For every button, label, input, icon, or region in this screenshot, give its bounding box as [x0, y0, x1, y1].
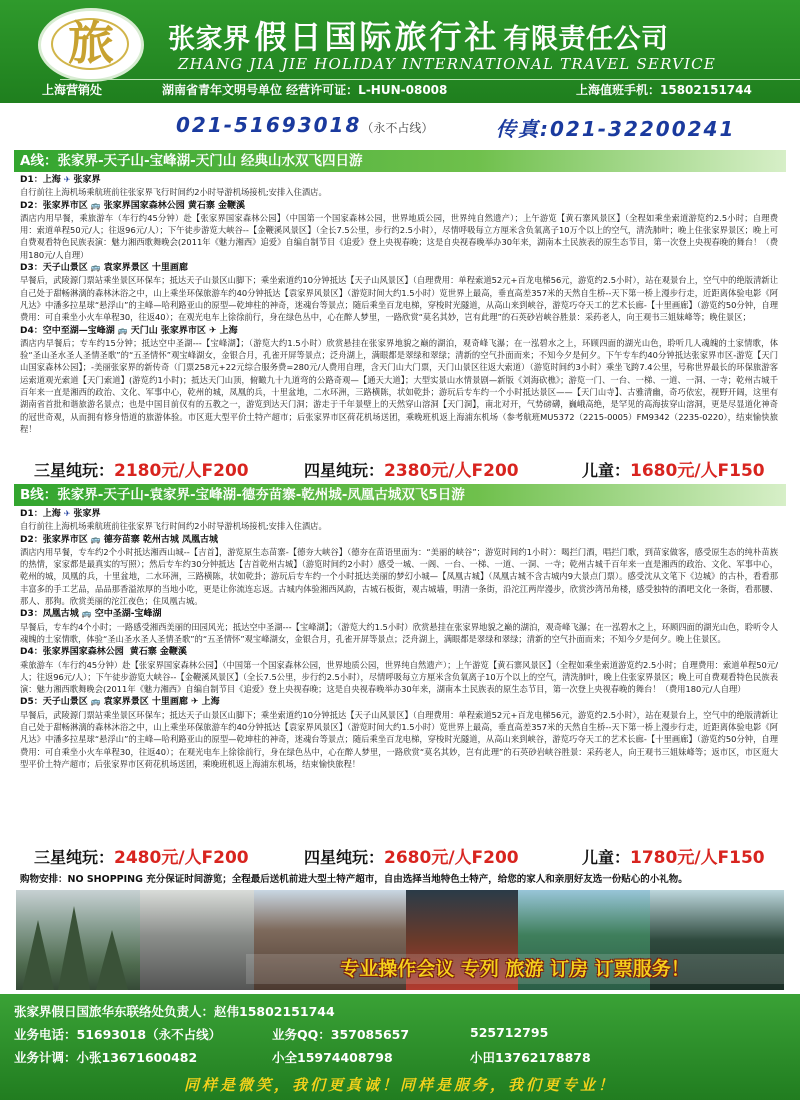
footer [0, 994, 800, 1100]
office-label: 上海营销处 [42, 83, 103, 97]
day-name: D3：凤凰古城 [20, 609, 79, 620]
duty-phone: 上海值班手机：15802151744 [576, 83, 752, 97]
company-name-suffix: 有限责任公司 [503, 24, 669, 55]
price-3star [34, 456, 249, 481]
price-value: 1780元/人F150 [630, 848, 765, 868]
company-name [168, 12, 793, 58]
company-name-main: 假日国际旅行社 [254, 18, 500, 56]
price-label: 三星纯玩： [34, 848, 115, 867]
day-dest: 张家界国家森林公园 黄石寨 金鞭溪 [103, 200, 245, 211]
day-desc: 自行前往上海机场乘航班前往张家界飞行时间约2小时导游机场接机;安排入住酒店。 [20, 521, 327, 532]
day-dest: 袁家界景区 十里画廊 ✈ 上海 [103, 697, 220, 708]
footer-qq1: 业务QQ：357085657 [272, 1027, 410, 1042]
header [0, 0, 800, 103]
footer-contact: 张家界假日国旅华东联络处负责人：赵伟15802151744 [14, 1004, 335, 1019]
route-a-title: A线：张家界-天子山-宝峰湖-天门山 经典山水双飞四日游 [14, 150, 786, 172]
footer-tel: 业务电话：51693018（永不占线） [14, 1027, 222, 1042]
peak-shape [22, 920, 54, 990]
footer-plan1: 业务计调：小张13671600482 [14, 1050, 198, 1065]
price-label: 四星纯玩： [304, 461, 385, 480]
fax-label: 传真: [496, 117, 550, 141]
footer-plan2: 小全15974408798 [272, 1050, 393, 1065]
logo [38, 8, 144, 82]
day-desc: 早餐后，武陵源门票站乘坐景区环保车；抵达天子山景区山脚下；乘坐索道约10分钟抵达【天子山风景区】（自理费用：单程索道52元+百龙电梯56元，游览约2.5小时），站在观景台上，空气中的绝版清新让自己处于甜畅淋漓的森林沐浴之中，山上乘坐环保旅游车约40分钟抵达【袁家界风景区】（游览时间大约1.5小时）览世界上最高，垂直高差357米的天然自生桥--天下第一桥上漫步行走，近距离体验电影《阿凡达》中潘多拉星球“悬浮山”的主峰—哈利路亚山的原型—乾坤柱的神奇，迷魂台等景点；随后乘坐百龙电梯，穿梭时光隧道，从高山来到峡谷，游览巧夺天工的艺术长廊-【十里画廊】（游览约50分钟，自理费用：可自乘坐小火车单程30，往返40）；在观光电车上徐徐前行，身在绿色丛中，心在醉人梦里，一路欣赏“莫名其妙，岂有此理”的石英砂岩峡谷胜景：采药老人，向王观书三姐妹峰等；返市区，市区逛大型平价土特产超市；后张家界市区荷花机场送团，乘晚班机返上海浦东机场，结束愉快旅程！ [20, 709, 778, 769]
price-value: 2380元/人F200 [384, 461, 519, 481]
day-name: D1：上海 [20, 175, 61, 185]
license-info: 湖南省青年文明号单位 经营许可证：L-HUN-08008 [162, 83, 448, 97]
price-child [582, 456, 765, 481]
price-child [582, 843, 765, 868]
day-name: D4：张家界国家森林公园 [20, 647, 124, 658]
day-dest: 空中圣湖-宝峰湖 [94, 609, 162, 620]
day-desc: 酒店内用早餐，专车约2个小时抵达湘西山城--【吉首】，游览原生态苗寨-【德夯大峡谷】（德夯在苗语里面为：“美丽的峡谷”；游览时间约1小时）：喝拦门酒，唱拦门歌，到苗家做客，感受原生态的纯朴苗族的热情，家家都是最真实的写照）；然后专车约30分钟抵达【吉首乾州古城】（游览时间约2小时）感受一城、一阁、一台、一梯、一道、一洞、一寺；乾州古城千百年来一直是湘西的政治、文化、军事中心，乾州的城，凤凰的兵，十里盆地，二水环洲，三路横陈，状如乾卦；游玩后专车约一个小时抵达美丽的梦幻小城—【凤凰古城】（凤凰古城不含古城内9大景点门票）。感受沈从文笔下《边城》的古朴，看看那丰富多的手工艺品，品品那香溢浓厚的当地小吃，更是让你流连忘返。古城内体验湘西风韵，古城石板街，观古城墙，明清一条街，沿沱江两岸漫步，欣赏沙湾吊角楼，感受独特的酒吧文化一条街，看那腰、那人、那狗。欣赏美丽的沱江夜色；住凤凰古城。 [20, 546, 778, 607]
photo-old-town [140, 890, 254, 990]
price-value: 1680元/人F150 [630, 461, 765, 481]
day-name: D2：张家界市区 [20, 534, 88, 545]
tel-value: 021-51693018 [176, 113, 362, 137]
day-label [20, 200, 778, 212]
route-a-itinerary [20, 173, 778, 435]
bus-icon: 🚌 [90, 200, 101, 210]
day-desc: 酒店内早餐后；专车约15分钟；抵达空中圣湖---【宝峰湖】；（游览大约1.5小时）欣赏悬挂在张家界地貌之巅的湖泊，观奇峰飞瀑；在一泓碧水之上，环顾四面的湖光山色，聆听几人魂魄的土家情歌，体验“圣山圣水圣人圣情圣歌”的“五圣情怀”观宝峰湖女，金银合月，孔雀开屏等景点；泛舟湖上，满眼都是翠绿和翠绿；清新的空气扑面而来；不知今夕是何夕。下午专车约40分钟抵达张家界市区-游览【天门山国家森林公园】；-美丽张家界的新传奇（门票258元+22元综合服务费=280元/人费用自理，含天门山大门票，天门山景区往返大索道）（游览时间约3小时）乘坐飞跨7.4公里，号称世界最长的环保旅游客运索道观光索道【天门索道】(游览约1小时)；抵达天门山顶，俯瞰九十九道弯的公路奇观—【通天大道】；大型实景山水情景剧—新版《刘海砍樵》；游览一门、一台、一梯、一道、一洞、一寺；乾州古城千百年来一直是湘西的政治、文化、军事中心，乾州的城，凤凰的兵，十里盆地，二水环洲，三路横陈，状如乾卦；游玩后专车约一个小时抵达景区——【天门山寺】、古雅清幽，奇巧依宏，视野开阔，这里有湖南省首批和谐旅游名景点；也是中国目前仅有的五教之一，游览到达天门洞；游走于千年景壁上的天然穿山溶洞【天门洞】，南北对开，气势磅礴，巍峨高绝，是罕见的高海拔穿山溶洞，更是尽显道化神奇的冠世奇观，从而拥有修身悟道的旅游体验。市区逛大型平价土特产超市；后张家界市区荷花机场送团，乘晚班机返上海浦东机场（参考航班MU5372（2215-0005）FM9342（2235-0220），结束愉快旅程！ [20, 337, 778, 434]
price-value: 2180元/人F200 [114, 461, 249, 481]
peak-shape [96, 930, 128, 990]
bus-icon: 🚌 [90, 263, 101, 273]
day-desc: 早餐后，武陵源门票站乘坐景区环保车；抵达天子山景区山脚下；乘坐索道约10分钟抵达【天子山风景区】（自理费用：单程索道52元+百龙电梯56元，游览约2.5小时），站在观景台上，空气中的绝版清新让自己处于甜畅淋漓的森林沐浴之中，山上乘坐环保旅游车约40分钟抵达【袁家界风景区】（游览时间大约1.5小时）览世界上最高，垂直高差357米的天然自生桥--天下第一桥上漫步行走，近距离体验电影《阿凡达》中潘多拉星球“悬浮山”的主峰—哈利路亚山的原型—乾坤柱的神奇，迷魂台等景点；随后乘坐百龙电梯，穿梭时光隧道，从高山来到峡谷，游览巧夺天工的艺术长廊-【十里画廊】（游览约50分钟，自理费用：可自乘坐小火车单程30，往返40）；在观光电车上徐徐前行，身在绿色丛中，心在醉人梦里，一路欣赏“莫名其妙，岂有此理”的石英砂岩峡谷胜景：采药老人，向王观书三姐妹峰等；晚住景区； [20, 275, 778, 323]
day-desc: 乘旅游车（车行约45分钟）赴【张家界国家森林公园】（中国第一个国家森林公园，世界地质公园，世界纯自然遗产）；上午游览【黄石寨风景区】（全程如乘坐索道游览约2.5小时；自理费用：索道单程50元/人；往返96元/人）；下午徒步游览大峡谷--【金鞭溪风景区】（全长7.5公里，步行约2.5小时），尽情呼吸每立方厘米含负氧离子10万个以上的空气，清洗肺叶，晚上住张家界景区；晚上可自费观看特色民族表演：魅力湘西歌舞晚会(2011年《魅力湘西》自编自制节目《追爱》登上央视春晚；这是自央视春晚举办30年来，湖南本土民族表的原生态节目，第一次登上央视春晚的舞台！（费用180元/人自理） [20, 659, 778, 695]
price-3star [34, 843, 249, 868]
peak-shape [58, 906, 90, 990]
route-a-prices [34, 456, 774, 482]
photo-strip [16, 890, 784, 990]
price-label: 儿童： [582, 461, 631, 480]
bus-icon: 🚌 [81, 609, 92, 619]
bus-icon: 🚌 [117, 325, 128, 335]
route-b-prices [34, 843, 774, 869]
day-dest: 袁家界景区 十里画廊 [103, 263, 188, 274]
price-value: 2680元/人F200 [384, 848, 519, 868]
footer-qq2: 525712795 [470, 1025, 549, 1040]
fax-value: 021-32200241 [550, 117, 736, 141]
day-dest: 德夯苗寨 乾州古城 凤凰古城 [103, 534, 218, 545]
plane-icon: ✈ [63, 175, 71, 184]
day-desc: 早餐后，专车约4个小时；一路感受湘西美丽的田园风光；抵达空中圣湖---【宝峰湖】；（游览大约1.5小时）欣赏悬挂在张家界地貌之巅的湖泊，观奇峰飞瀑；在一泓碧水之上，环顾四面的湖光山色，聆听令人魂魄的土家情歌，体验“圣山圣水圣人圣情圣歌”的“五圣情怀”观宝峰湖女，金银合月，孔雀开屏等景点；泛舟湖上，满眼都是翠绿和翠绿；清新的空气扑面而来；不知今夕是何夕。晚上住景区。 [20, 621, 778, 644]
day-name: D1：上海 [20, 509, 61, 519]
bus-icon: 🚌 [90, 534, 101, 544]
price-label: 儿童： [582, 848, 631, 867]
tel-note: （永不占线） [361, 121, 434, 135]
shopping-note: 购物安排：NO SHOPPING 充分保证时间游览；全程最后送机前进大型土特产超市，自由选择当地特色土特产，给您的家人和亲朋好友选一份贴心的小礼物。 [20, 874, 688, 885]
day-label [20, 325, 778, 337]
day-name: D3：天子山景区 [20, 263, 88, 274]
service-slogan: 专业操作会议 专列 旅游 订房 订票服务！ [246, 954, 784, 984]
logo-glyph: 旅 [68, 16, 114, 70]
price-4star [304, 843, 519, 868]
day-dest: 张家界 [73, 175, 101, 185]
fax-number [496, 113, 735, 142]
day-label [20, 646, 778, 658]
day-label [20, 508, 778, 520]
day-label [20, 174, 778, 186]
price-value: 2480元/人F200 [114, 848, 249, 868]
phone-bar [0, 110, 800, 144]
tel-number [176, 113, 433, 137]
bus-icon: 🚌 [90, 697, 101, 707]
day-label [20, 608, 778, 620]
day-desc: 自行前往上海机场乘航班前往张家界飞行时间约2小时导游机场接机;安排入住酒店。 [20, 187, 327, 198]
price-label: 三星纯玩： [34, 461, 115, 480]
day-name: D4：空中至湖—宝峰湖 [20, 325, 115, 336]
day-label [20, 534, 778, 546]
company-name-prefix: 张家界 [168, 24, 251, 55]
price-4star [304, 456, 519, 481]
day-name: D5：天子山景区 [20, 697, 88, 708]
day-dest: 天门山 张家界市区 ✈ 上海 [130, 325, 238, 336]
day-dest: 黄石寨 金鞭溪 [129, 647, 187, 658]
price-label: 四星纯玩： [304, 848, 385, 867]
route-b-title: B线：张家界-天子山-袁家界-宝峰湖-德夯苗寨-乾州城-凤凰古城双飞5日游 [14, 484, 786, 506]
footer-plan3: 小田13762178878 [470, 1050, 591, 1065]
route-b-itinerary [20, 507, 778, 770]
day-label [20, 262, 778, 274]
day-dest: 张家界 [73, 509, 101, 519]
day-name: D2：张家界市区 [20, 200, 88, 211]
company-name-en: ZHANG JIA JIE HOLIDAY INTERNATIONAL TRAVEL SERVICE [178, 55, 717, 73]
header-divider [60, 79, 800, 80]
plane-icon: ✈ [63, 509, 71, 518]
footer-slogan: 同样是微笑，我们更真诚！同样是服务，我们更专业！ [183, 1076, 616, 1094]
photo-mountains [16, 890, 140, 990]
day-desc: 酒店内用早餐，乘旅游车（车行约45分钟）赴【张家界国家森林公园】（中国第一个国家森林公园，世界地质公园，世界纯自然遗产）；上午游览【黄石寨风景区】（全程如乘坐索道游览约2.5小时；自理费用：索道单程50元/人；往返96元/人）；下午徒步游览大峡谷--【金鞭溪风景区】（全长7.5公里，步行约2.5小时），尽情呼吸每立方厘米含负氧离子10万个以上的空气，清洗肺叶；晚上住张家界景区；晚上可自费观看特色民族表演：魅力湘西歌舞晚会(2011年《魅力湘西》追爱》自编自制节目《追爱》登上央视春晚；这是自央视春晚举办30年来，湖南本土民族表的原生态节目，第一次登上央视春晚的舞台！（费用180元/人自理） [20, 212, 778, 260]
day-label [20, 696, 778, 708]
